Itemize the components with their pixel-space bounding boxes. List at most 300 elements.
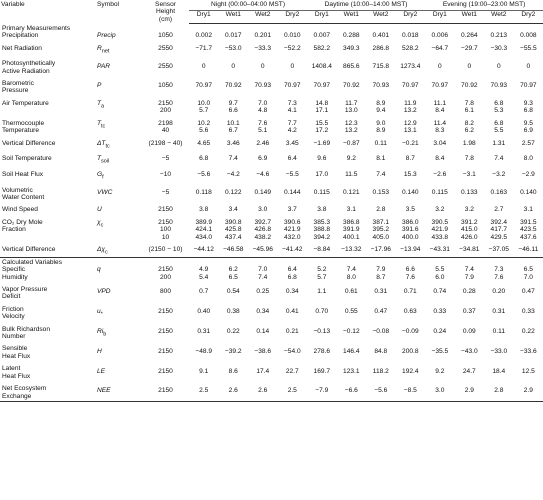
value-cell: 146.4: [343, 347, 360, 355]
sensor-height: (2198 − 40): [148, 139, 183, 147]
variable-name-line: Soil Temperature: [2, 155, 52, 163]
value-cell: 1.31: [492, 139, 506, 147]
value-cell: −3.1: [462, 170, 476, 178]
variable-symbol: [96, 55, 142, 75]
symbol-main: PAR: [97, 62, 111, 70]
value-cell: 7.0: [523, 273, 533, 281]
value-cell: −35.5: [431, 347, 449, 355]
symbol-main: G: [97, 170, 103, 178]
value-cell: 582.2: [313, 44, 331, 52]
value-cell: 3.2: [435, 206, 445, 214]
variable-name: [0, 214, 96, 241]
value-cell: 415.0: [461, 226, 478, 234]
value-cell: 3.5: [405, 206, 415, 214]
value-cell: 8.9: [376, 99, 386, 107]
symbol-subscript: tc: [105, 142, 110, 149]
value-cell: 11.7: [345, 99, 358, 107]
value-cell: 0.002: [195, 32, 212, 40]
symbol-main: T: [97, 155, 102, 163]
symbol-subscript: *: [100, 311, 103, 318]
variable-symbol: [96, 150, 142, 166]
period-header-daytime: Daytime (10:00–14:00 MST): [307, 0, 425, 10]
value-cell: 9.4: [376, 107, 386, 115]
treatment-header: Dry1: [425, 10, 455, 23]
value-cell: 7.3: [494, 266, 504, 274]
value-cell: 0: [437, 62, 442, 70]
value-cell: 4.65: [197, 139, 211, 147]
value-cell: 387.1: [372, 218, 390, 226]
variable-symbol: [96, 301, 142, 321]
value-cell: 6.2: [464, 127, 474, 135]
value-cell: 70.92: [343, 82, 360, 90]
value-cell: 6.8: [199, 155, 209, 163]
sensor-height: −10: [159, 170, 172, 178]
value-cell: 0.33: [433, 308, 447, 316]
variable-symbol: [96, 321, 142, 341]
value-cell: −41.42: [282, 246, 303, 254]
value-cell: 3.2: [464, 206, 474, 214]
value-cell: −43.0: [460, 347, 478, 355]
sensor-height: 1050: [158, 32, 173, 40]
value-cell: 389.9: [195, 218, 212, 226]
symbol-main: ΔT: [97, 139, 106, 147]
value-cell: 5.2: [317, 266, 327, 274]
value-cell: 390.6: [284, 218, 301, 226]
value-cell: 425.8: [224, 226, 242, 234]
value-cell: 2.57: [521, 139, 535, 147]
variable-symbol: [96, 360, 142, 380]
value-cell: 6.5: [228, 273, 238, 281]
sensor-height-header-line: (cm): [158, 15, 173, 23]
symbol-main: T: [97, 99, 102, 107]
variable-name-line: Net Ecosystem: [2, 385, 47, 393]
value-cell: 0.144: [284, 189, 301, 197]
treatment-header: Wet2: [248, 10, 278, 23]
value-cell: 6.4: [287, 155, 297, 163]
variable-name-line: Wind Speed: [2, 206, 38, 214]
symbol-main: U: [97, 206, 102, 214]
value-cell: 0.22: [226, 328, 240, 336]
value-cell: 10.1: [226, 119, 240, 127]
value-cell: 17.1: [315, 107, 329, 115]
value-cell: 6.9: [523, 127, 533, 135]
table-row: [0, 40, 543, 56]
value-cell: 11.1: [433, 99, 446, 107]
value-cell: 434.0: [195, 233, 212, 241]
variable-name-line: Barometric: [2, 80, 34, 88]
table-row: [0, 201, 543, 213]
variable-name: [0, 266, 96, 281]
value-cell: −64.7: [431, 44, 449, 52]
variable-symbol: [96, 340, 142, 360]
value-cell: 8.0: [346, 273, 356, 281]
value-cell: 0: [467, 62, 472, 70]
value-cell: 0.14: [256, 328, 270, 336]
table-row: [0, 150, 543, 166]
variable-name-line: Specific: [2, 266, 26, 274]
value-cell: 8.0: [523, 155, 533, 163]
symbol-main: u: [97, 308, 101, 316]
table-row: [0, 32, 543, 39]
value-cell: 5.3: [494, 107, 504, 115]
value-cell: 0.33: [521, 308, 535, 316]
value-cell: −0.12: [342, 328, 360, 336]
section-title: Calculated Variables: [0, 257, 543, 266]
variable-symbol: [96, 40, 142, 56]
variable-name: [0, 55, 96, 75]
value-cell: 6.8: [523, 107, 533, 115]
value-cell: 2.46: [256, 139, 270, 147]
value-cell: 0.017: [224, 32, 242, 40]
symbol-subscript: net: [101, 47, 110, 54]
value-cell: 2.6: [219, 380, 249, 401]
value-cell: −0.13: [313, 328, 331, 336]
table-row: [0, 75, 543, 95]
value-cell: 0.006: [431, 32, 449, 40]
value-cell: 0.008: [520, 32, 537, 40]
value-cell: −71.7: [195, 44, 213, 52]
value-cell: 417.7: [490, 226, 508, 234]
value-cell: 392.7: [254, 218, 271, 226]
value-cell: −45.96: [252, 246, 273, 254]
value-cell: 0.140: [402, 189, 419, 197]
treatment-header: Dry2: [514, 10, 543, 23]
value-cell: 0.70: [315, 308, 329, 316]
value-cell: 6.8: [287, 273, 297, 281]
variable-name-line: Heat Flux: [2, 352, 31, 360]
symbol-main: NEE: [97, 387, 111, 395]
value-cell: −33.3: [254, 44, 272, 52]
value-cell: 9.6: [317, 155, 327, 163]
value-cell: 437.4: [224, 233, 242, 241]
value-cell: 8.6: [228, 367, 238, 375]
variable-name-line: Vertical Difference: [2, 246, 56, 254]
value-cell: 0.115: [431, 189, 448, 197]
sensor-height: 1050: [158, 82, 173, 90]
sensor-height: 10: [161, 233, 170, 241]
value-cell: 9.3: [523, 99, 533, 107]
value-cell: 0.25: [256, 288, 270, 296]
value-cell: 0.201: [254, 32, 271, 40]
value-cell: −52.2: [283, 44, 301, 52]
value-cell: 7.6: [494, 273, 504, 281]
value-cell: 0: [290, 62, 295, 70]
value-cell: 3.8: [317, 206, 327, 214]
value-cell: 118.2: [372, 367, 389, 375]
value-cell: −46.11: [518, 246, 539, 254]
value-cell: 423.5: [520, 226, 537, 234]
value-cell: 2.8: [484, 380, 514, 401]
value-cell: 9.0: [376, 119, 386, 127]
value-cell: −38.6: [254, 347, 272, 355]
value-cell: −33.0: [490, 347, 508, 355]
symbol-main: R: [97, 44, 102, 52]
variable-name-line: Temperature: [2, 127, 40, 135]
value-cell: 0.288: [343, 32, 360, 40]
value-cell: 70.92: [461, 82, 478, 90]
table-row: [0, 281, 543, 301]
symbol-subscript: tc: [101, 123, 106, 129]
value-cell: 0.40: [197, 308, 211, 316]
variable-symbol: [96, 214, 142, 241]
value-cell: 200.8: [402, 347, 419, 355]
variable-name-line: Vapor Pressure: [2, 286, 48, 294]
value-cell: 3.04: [433, 139, 447, 147]
value-cell: 1273.4: [400, 62, 421, 70]
value-cell: 8.4: [435, 107, 445, 115]
value-cell: 5.5: [435, 266, 445, 274]
table-row: [0, 115, 543, 127]
value-cell: −5.5: [285, 170, 299, 178]
value-cell: 0.09: [462, 328, 476, 336]
value-cell: 70.97: [431, 82, 449, 90]
value-cell: 70.93: [490, 82, 508, 90]
value-cell: 421.9: [431, 226, 449, 234]
value-cell: 6.0: [435, 273, 445, 281]
value-cell: 2.7: [494, 206, 504, 214]
value-cell: 0.71: [403, 288, 417, 296]
symbol-subscript: b: [103, 331, 107, 338]
sensor-height: 100: [159, 226, 171, 234]
value-cell: 0.34: [285, 288, 299, 296]
value-cell: 7.4: [464, 266, 474, 274]
table-row: [0, 340, 543, 360]
value-cell: 386.0: [402, 218, 419, 226]
treatment-header: Wet2: [366, 10, 396, 23]
value-cell: 0.140: [520, 189, 537, 197]
value-cell: 13.0: [344, 107, 358, 115]
treatment-header: Dry1: [307, 10, 337, 23]
value-cell: 391.2: [461, 218, 478, 226]
value-cell: 3.0: [258, 206, 268, 214]
value-cell: 0.118: [195, 189, 212, 197]
value-cell: 70.97: [284, 82, 301, 90]
value-cell: 7.9: [464, 273, 474, 281]
sensor-height: −5: [161, 155, 170, 163]
sensor-height: 2150: [158, 308, 173, 316]
value-cell: 7.9: [376, 266, 386, 274]
value-cell: 715.8: [372, 62, 390, 70]
symbol-subscript: a: [101, 103, 105, 110]
sensor-height: (2150 − 10): [148, 246, 183, 254]
variable-symbol: [96, 95, 142, 115]
treatment-header: Dry2: [396, 10, 426, 23]
value-cell: 405.0: [372, 233, 390, 241]
variable-name: [0, 380, 96, 401]
value-cell: 392.4: [490, 218, 508, 226]
value-cell: 15.5: [315, 119, 329, 127]
variable-name-line: Volumetric: [2, 186, 33, 194]
variable-name-line: Deficit: [2, 293, 21, 301]
variable-symbol: [96, 75, 142, 95]
sensor-height: 200: [159, 107, 171, 115]
value-cell: 17.2: [315, 127, 329, 135]
value-cell: 0.7: [199, 288, 209, 296]
variable-name: [0, 301, 96, 321]
symbol-main: LE: [97, 367, 106, 375]
value-cell: 10.2: [197, 119, 211, 127]
section-title: Primary Measurements: [2, 24, 71, 32]
sensor-height-header-line: Height: [155, 8, 176, 16]
value-cell: 0.61: [344, 288, 358, 296]
table-section: [0, 23, 543, 257]
value-cell: 0.31: [197, 328, 211, 336]
value-cell: −3.2: [492, 170, 506, 178]
value-cell: 7.4: [376, 170, 386, 178]
value-cell: 2.8: [376, 206, 386, 214]
sensor-height: 2198: [158, 119, 173, 127]
value-cell: 0.74: [433, 288, 447, 296]
symbol-main: T: [97, 119, 102, 127]
value-cell: 4.9: [199, 266, 209, 274]
value-cell: 6.6: [228, 107, 238, 115]
symbol-main: Δχ: [97, 246, 106, 254]
variable-name-line: Friction: [2, 305, 24, 313]
value-cell: 0.018: [402, 32, 419, 40]
value-cell: 70.97: [520, 82, 537, 90]
value-cell: 6.8: [494, 99, 504, 107]
value-cell: 4.1: [287, 107, 297, 115]
variable-column-header: Variable: [1, 1, 25, 8]
value-cell: 8.7: [376, 273, 386, 281]
table-row: [0, 360, 543, 380]
value-cell: 6.9: [258, 155, 268, 163]
treatment-header: Wet1: [219, 10, 249, 23]
value-cell: 0.010: [284, 32, 301, 40]
value-cell: 123.1: [343, 367, 360, 375]
value-cell: 2.5: [189, 380, 219, 401]
value-cell: 395.2: [372, 226, 390, 234]
sensor-height: 2550: [158, 62, 173, 70]
value-cell: 0.122: [224, 189, 242, 197]
table-section: [0, 257, 543, 401]
value-cell: 0.22: [521, 328, 535, 336]
value-cell: 3.8: [199, 206, 209, 214]
variable-symbol: [96, 380, 142, 401]
value-cell: 6.6: [405, 266, 415, 274]
sensor-height: 2150: [158, 328, 173, 336]
value-cell: −33.6: [519, 347, 537, 355]
value-cell: 0.11: [374, 139, 387, 147]
treatment-header: Dry1: [189, 10, 219, 23]
value-cell: 7.4: [494, 155, 504, 163]
variable-name: [0, 40, 96, 56]
value-cell: −4.2: [226, 170, 240, 178]
symbol-main: VWC: [97, 189, 113, 197]
value-cell: 0.11: [492, 328, 505, 336]
value-cell: 0.163: [490, 189, 508, 197]
value-cell: 9.1: [199, 367, 209, 375]
value-cell: 390.5: [431, 218, 449, 226]
value-cell: 3.1: [346, 206, 356, 214]
value-cell: 2.6: [248, 380, 278, 401]
value-cell: 349.3: [343, 44, 360, 52]
value-cell: 13.2: [344, 127, 358, 135]
variable-name-line: Bulk Richardson: [2, 325, 51, 333]
table-row: [0, 241, 543, 257]
value-cell: 8.9: [376, 127, 386, 135]
value-cell: 432.0: [284, 233, 301, 241]
symbol-subscript: f: [102, 174, 104, 181]
value-cell: 13.1: [403, 127, 417, 135]
value-cell: 0.115: [313, 189, 330, 197]
value-cell: 7.4: [228, 155, 238, 163]
symbol-main: VPD: [97, 288, 111, 296]
value-cell: −8.5: [396, 380, 426, 401]
variable-name: [0, 95, 96, 115]
variable-name: [0, 241, 96, 257]
value-cell: 0.55: [344, 308, 358, 316]
variable-name-line: Humidity: [2, 273, 28, 281]
symbol-main: q: [97, 266, 101, 274]
value-cell: 18.4: [492, 367, 506, 375]
value-cell: −6.6: [337, 380, 367, 401]
value-cell: 0: [526, 62, 531, 70]
variable-name-line: Heat Flux: [2, 372, 31, 380]
value-cell: 0.47: [521, 288, 535, 296]
table-row: [0, 95, 543, 107]
value-cell: −7.9: [307, 380, 337, 401]
value-cell: −0.21: [401, 139, 419, 147]
variable-name: [0, 360, 96, 380]
value-cell: 11.4: [433, 119, 446, 127]
value-cell: 278.6: [313, 347, 331, 355]
value-cell: −37.05: [488, 246, 509, 254]
value-cell: 12.3: [344, 119, 358, 127]
value-cell: 8.1: [376, 155, 386, 163]
value-cell: 5.1: [258, 127, 268, 135]
value-cell: 9.2: [435, 367, 445, 375]
value-cell: 15.3: [403, 170, 417, 178]
value-cell: 13.2: [403, 107, 417, 115]
value-cell: −54.0: [283, 347, 301, 355]
variable-name-line: Number: [2, 333, 26, 341]
value-cell: −13.32: [341, 246, 362, 254]
value-cell: 12.5: [521, 367, 535, 375]
value-cell: 11.9: [404, 99, 417, 107]
sensor-height: −5: [161, 189, 170, 197]
table-row: [0, 301, 543, 321]
table-row: [0, 135, 543, 151]
symbol-subscript: c: [105, 249, 108, 256]
variable-symbol: [96, 281, 142, 301]
symbol-main: Precip: [97, 32, 116, 40]
value-cell: 9.2: [346, 155, 356, 163]
symbol-main: P: [97, 82, 102, 90]
value-cell: −48.9: [195, 347, 213, 355]
value-cell: 3.45: [285, 139, 299, 147]
value-cell: 0.133: [461, 189, 478, 197]
value-cell: 8.2: [464, 119, 474, 127]
variable-name-line: Precipitation: [2, 32, 39, 40]
value-cell: 400.0: [402, 233, 419, 241]
value-cell: 17.0: [315, 170, 329, 178]
variable-name: [0, 32, 96, 39]
value-cell: 0.31: [492, 308, 506, 316]
value-cell: 0.37: [462, 308, 476, 316]
value-cell: 388.8: [313, 226, 331, 234]
value-cell: 11.5: [345, 170, 358, 178]
value-cell: 169.7: [313, 367, 331, 375]
value-cell: 0: [231, 62, 236, 70]
table-header: [0, 0, 543, 23]
symbol-subscript: soil: [101, 158, 110, 165]
treatment-header: Wet1: [455, 10, 485, 23]
value-cell: 0.007: [313, 32, 331, 40]
value-cell: 433.8: [431, 233, 449, 241]
variable-name: [0, 166, 96, 182]
sensor-height: 2150: [142, 380, 189, 401]
